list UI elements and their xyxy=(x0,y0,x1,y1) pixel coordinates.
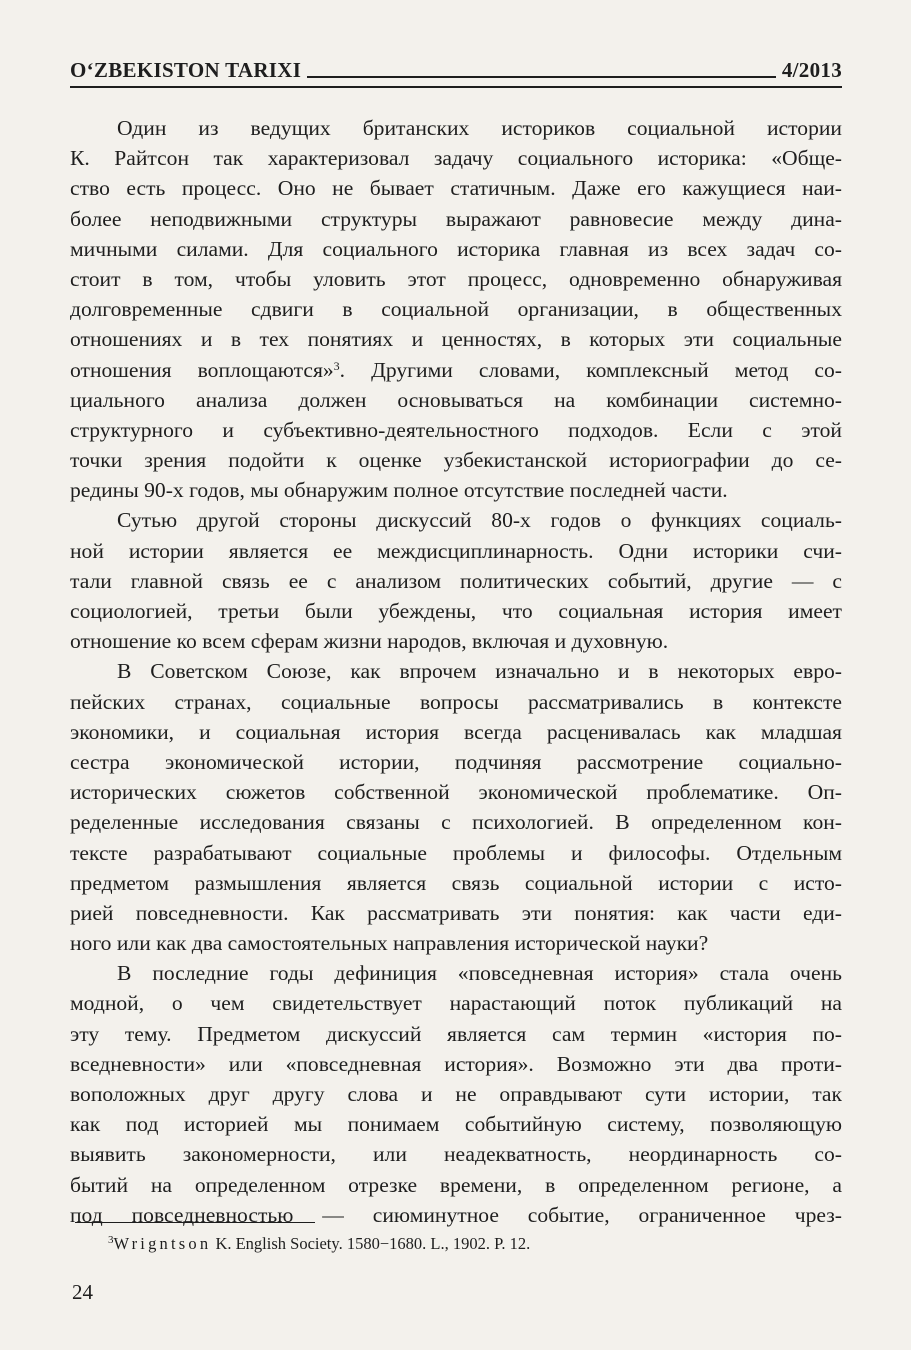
text-line: предметом размышления является связь социальной истории с исто- xyxy=(70,870,842,895)
text-line: К. Райтсон так характеризовал задачу социального историка: «Обще- xyxy=(70,146,842,171)
header-underline xyxy=(70,86,842,88)
text-line: ной истории является ее междисциплинарность. Одни историки счи- xyxy=(70,538,842,563)
text-line: циального анализа должен основываться на комбинации системно- xyxy=(70,387,842,412)
footnote-separator xyxy=(75,1222,315,1223)
article-body xyxy=(70,113,842,1230)
text-line: социологией, третьи были убеждены, что социальная история имеет xyxy=(70,599,842,623)
text-line: как под историей мы понимаем событийную систему, позволяющую xyxy=(70,1112,842,1137)
running-header xyxy=(70,55,842,83)
text-line-with-footnote xyxy=(70,355,842,385)
text-line: отношениях и в тех понятиях и ценностях, в которых эти социальные xyxy=(70,327,842,352)
text-segment: . Другими словами, комплексный метод со- xyxy=(339,357,842,382)
text-line: стоит в том, чтобы уловить этот процесс, одновременно обнаруживая xyxy=(70,266,842,291)
page-number: 24 xyxy=(72,1280,93,1304)
paragraph-4 xyxy=(70,958,842,1230)
text-line: бытий на определенном отрезке времени, в определенном регионе, а xyxy=(70,1172,842,1197)
footnote-mark: 3 xyxy=(108,1234,114,1246)
text-line: тали главной связь ее с анализом политических событий, другие — с xyxy=(70,568,842,593)
issue-number: 4/2013 xyxy=(781,58,842,82)
header-rule xyxy=(307,76,776,78)
paragraph-3 xyxy=(70,656,842,958)
text-line: тексте разрабатывают социальные проблемы и философы. Отдельным xyxy=(70,840,842,865)
text-line: ство есть процесс. Оно не бывает статичным. Даже его кажущиеся наи- xyxy=(70,176,842,201)
text-line: отношение ко всем сферам жизни народов, включая и духовную. xyxy=(70,629,669,654)
text-line: мичными силами. Для социального историка главная из всех задач со- xyxy=(70,236,842,261)
text-line: под повседневностью — сиюминутное событие, ограниченное чрез- xyxy=(70,1202,842,1227)
text-line: выявить закономерности, или неадекватность, неординарность со- xyxy=(70,1142,842,1167)
text-line: модной, о чем свидетельствует нарастающий поток публикаций на xyxy=(70,991,842,1016)
paragraph-1 xyxy=(70,113,842,505)
text-line: В Советском Союзе, как впрочем изначально и в некоторых евро- xyxy=(117,659,842,684)
text-line: редины 90-х годов, мы обнаружим полное отсутствие последней части. xyxy=(70,478,728,503)
text-line: Сутью другой стороны дискуссий 80-х годов о функциях социаль- xyxy=(117,508,842,533)
footnote xyxy=(108,1234,530,1254)
text-line: экономики, и социальная история всегда расценивалась как младшая xyxy=(70,719,842,744)
text-line: точки зрения подойти к оценке узбекистанской историографии до се- xyxy=(70,448,842,473)
text-line: долговременные сдвиги в социальной организации, в общественных xyxy=(70,297,842,322)
text-line: пейских странах, социальные вопросы рассматривались в контексте xyxy=(70,689,842,714)
text-line: Один из ведущих британских историков социальной истории xyxy=(117,116,842,140)
text-segment: отношения воплощаются» xyxy=(70,357,334,382)
footnote-reference[interactable]: 3 xyxy=(333,358,340,373)
footnote-text: K. English Society. 1580−1680. L., 1902. P. 12. xyxy=(211,1234,531,1253)
text-line: исторических сюжетов собственной экономической проблематике. Оп- xyxy=(70,780,842,805)
text-line: эту тему. Предметом дискуссий является сам термин «история по- xyxy=(70,1021,842,1046)
text-line: воположных друг другу слова и не оправдывают сути истории, так xyxy=(70,1082,842,1106)
journal-title: O‘ZBEKISTON TARIXI xyxy=(70,58,302,82)
text-line: В последние годы дефиниция «повседневная история» стала очень xyxy=(117,961,842,986)
text-line: структурного и субъективно-деятельностного подходов. Если с этой xyxy=(70,417,842,442)
text-line: рией повседневности. Как рассматривать эти понятия: как части еди- xyxy=(70,900,842,925)
paragraph-2 xyxy=(70,505,842,656)
text-line: вседневности» или «повседневная история». Возможно эти два проти- xyxy=(70,1051,842,1076)
text-line: ределенные исследования связаны с психологией. В определенном кон- xyxy=(70,810,842,835)
text-line: сестра экономической истории, подчиняя рассмотрение социально- xyxy=(70,749,842,774)
text-line: ного или как два самостоятельных направления исторической науки? xyxy=(70,931,709,956)
footnote-author: Wrigntson xyxy=(113,1234,212,1253)
text-line: более неподвижными структуры выражают равновесие между дина- xyxy=(70,206,842,231)
